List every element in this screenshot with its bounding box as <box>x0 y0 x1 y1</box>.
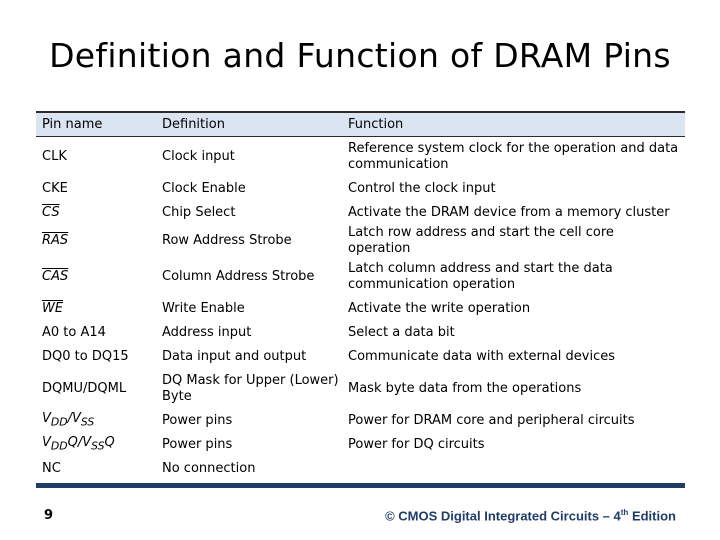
function-cell: Communicate data with external devices <box>348 348 616 364</box>
column-header-pin-name: Pin name <box>36 112 156 137</box>
pin-name-cell: DQMU/DQML <box>42 380 127 396</box>
column-header-function: Function <box>342 112 685 137</box>
function-cell: Power for DQ circuits <box>348 436 485 452</box>
function-cell: Latch column address and start the data communication operation <box>348 260 613 292</box>
table-row <box>36 457 685 481</box>
pin-name-cell: CKE <box>42 180 68 196</box>
definition-cell: Data input and output <box>162 348 307 364</box>
pin-name-v: V <box>82 434 92 450</box>
function-cell: Select a data bit <box>348 324 455 340</box>
pin-name-cell <box>36 257 156 297</box>
function-cell: Mask byte data from the operations <box>348 380 582 396</box>
pin-name-cell <box>36 433 156 457</box>
pin-name-cell: DQ0 to DQ15 <box>42 348 129 364</box>
pin-name-subscript-ss: SS <box>91 439 105 453</box>
pin-name-v: V <box>42 410 51 426</box>
function-cell: Activate the write operation <box>348 300 531 316</box>
pin-name-q: Q <box>67 434 78 450</box>
definition-cell: Power pins <box>162 412 233 428</box>
page-number: 9 <box>44 508 54 523</box>
pin-name-cell <box>36 201 156 225</box>
definition-cell: Write Enable <box>162 300 245 316</box>
active-low-pin-name: $\overline{RAS}$ <box>42 232 69 248</box>
table-row <box>36 433 685 457</box>
slide-title: Definition and Function of DRAM Pins <box>49 36 671 75</box>
footer-text: © CMOS Digital Integrated Circuits – 4 <box>385 508 621 524</box>
footer-divider <box>36 483 685 488</box>
pin-name-v: V <box>71 410 81 426</box>
pin-name-cell <box>36 409 156 433</box>
definition-cell: Clock input <box>162 148 235 164</box>
definition-cell: Power pins <box>162 436 233 452</box>
table-row <box>36 137 685 177</box>
definition-cell: Clock Enable <box>162 180 246 196</box>
function-cell <box>342 457 685 481</box>
table-row <box>36 297 685 321</box>
function-cell: Power for DRAM core and peripheral circuits <box>348 412 635 428</box>
footer-text-suffix: Edition <box>628 508 676 524</box>
pin-name-subscript-dd: DD <box>50 415 68 429</box>
table-header-row <box>36 112 685 137</box>
pin-name-cell <box>36 297 156 321</box>
definition-cell: No connection <box>162 460 256 476</box>
table-row <box>36 225 685 257</box>
column-header-definition: Definition <box>156 112 342 137</box>
pin-name-cell: A0 to A14 <box>42 324 106 340</box>
table-row <box>36 409 685 433</box>
definition-cell: Row Address Strobe <box>162 232 292 248</box>
active-low-pin-name: $\overline{CS}$ <box>42 204 60 220</box>
pin-name-cell: NC <box>42 460 61 476</box>
table-row <box>36 201 685 225</box>
definition-cell: Address input <box>162 324 252 340</box>
function-cell: Control the clock input <box>348 180 496 196</box>
definition-cell: DQ Mask for Upper (Lower) Byte <box>162 372 339 404</box>
active-low-pin-name: $\overline{WE}$ <box>42 300 64 316</box>
pin-name-subscript-ss: SS <box>80 415 95 429</box>
table-row <box>36 345 685 369</box>
pin-name-slash: / <box>77 434 83 450</box>
definition-cell: Chip Select <box>162 204 236 220</box>
active-low-pin-name: $\overline{CAS}$ <box>42 268 69 284</box>
pin-name-slash: / <box>67 410 72 426</box>
function-cell: Activate the DRAM device from a memory cluster <box>348 204 670 220</box>
footer-copyright <box>385 508 676 523</box>
definition-cell: Column Address Strobe <box>162 268 315 284</box>
pin-name-cell: CLK <box>42 148 67 164</box>
pin-name-cell <box>36 225 156 257</box>
function-cell: Latch row address and start the cell core operation <box>348 224 614 256</box>
table-row <box>36 369 685 409</box>
dram-pins-table <box>36 111 685 481</box>
footer-superscript: th <box>620 508 629 517</box>
pin-name-v: V <box>42 434 51 450</box>
table-row <box>36 177 685 201</box>
function-cell: Reference system clock for the operation and data communication <box>348 140 679 172</box>
pin-name-subscript-dd: DD <box>50 439 68 453</box>
table-row <box>36 257 685 297</box>
table-row <box>36 321 685 345</box>
pin-name-q: Q <box>104 434 115 450</box>
